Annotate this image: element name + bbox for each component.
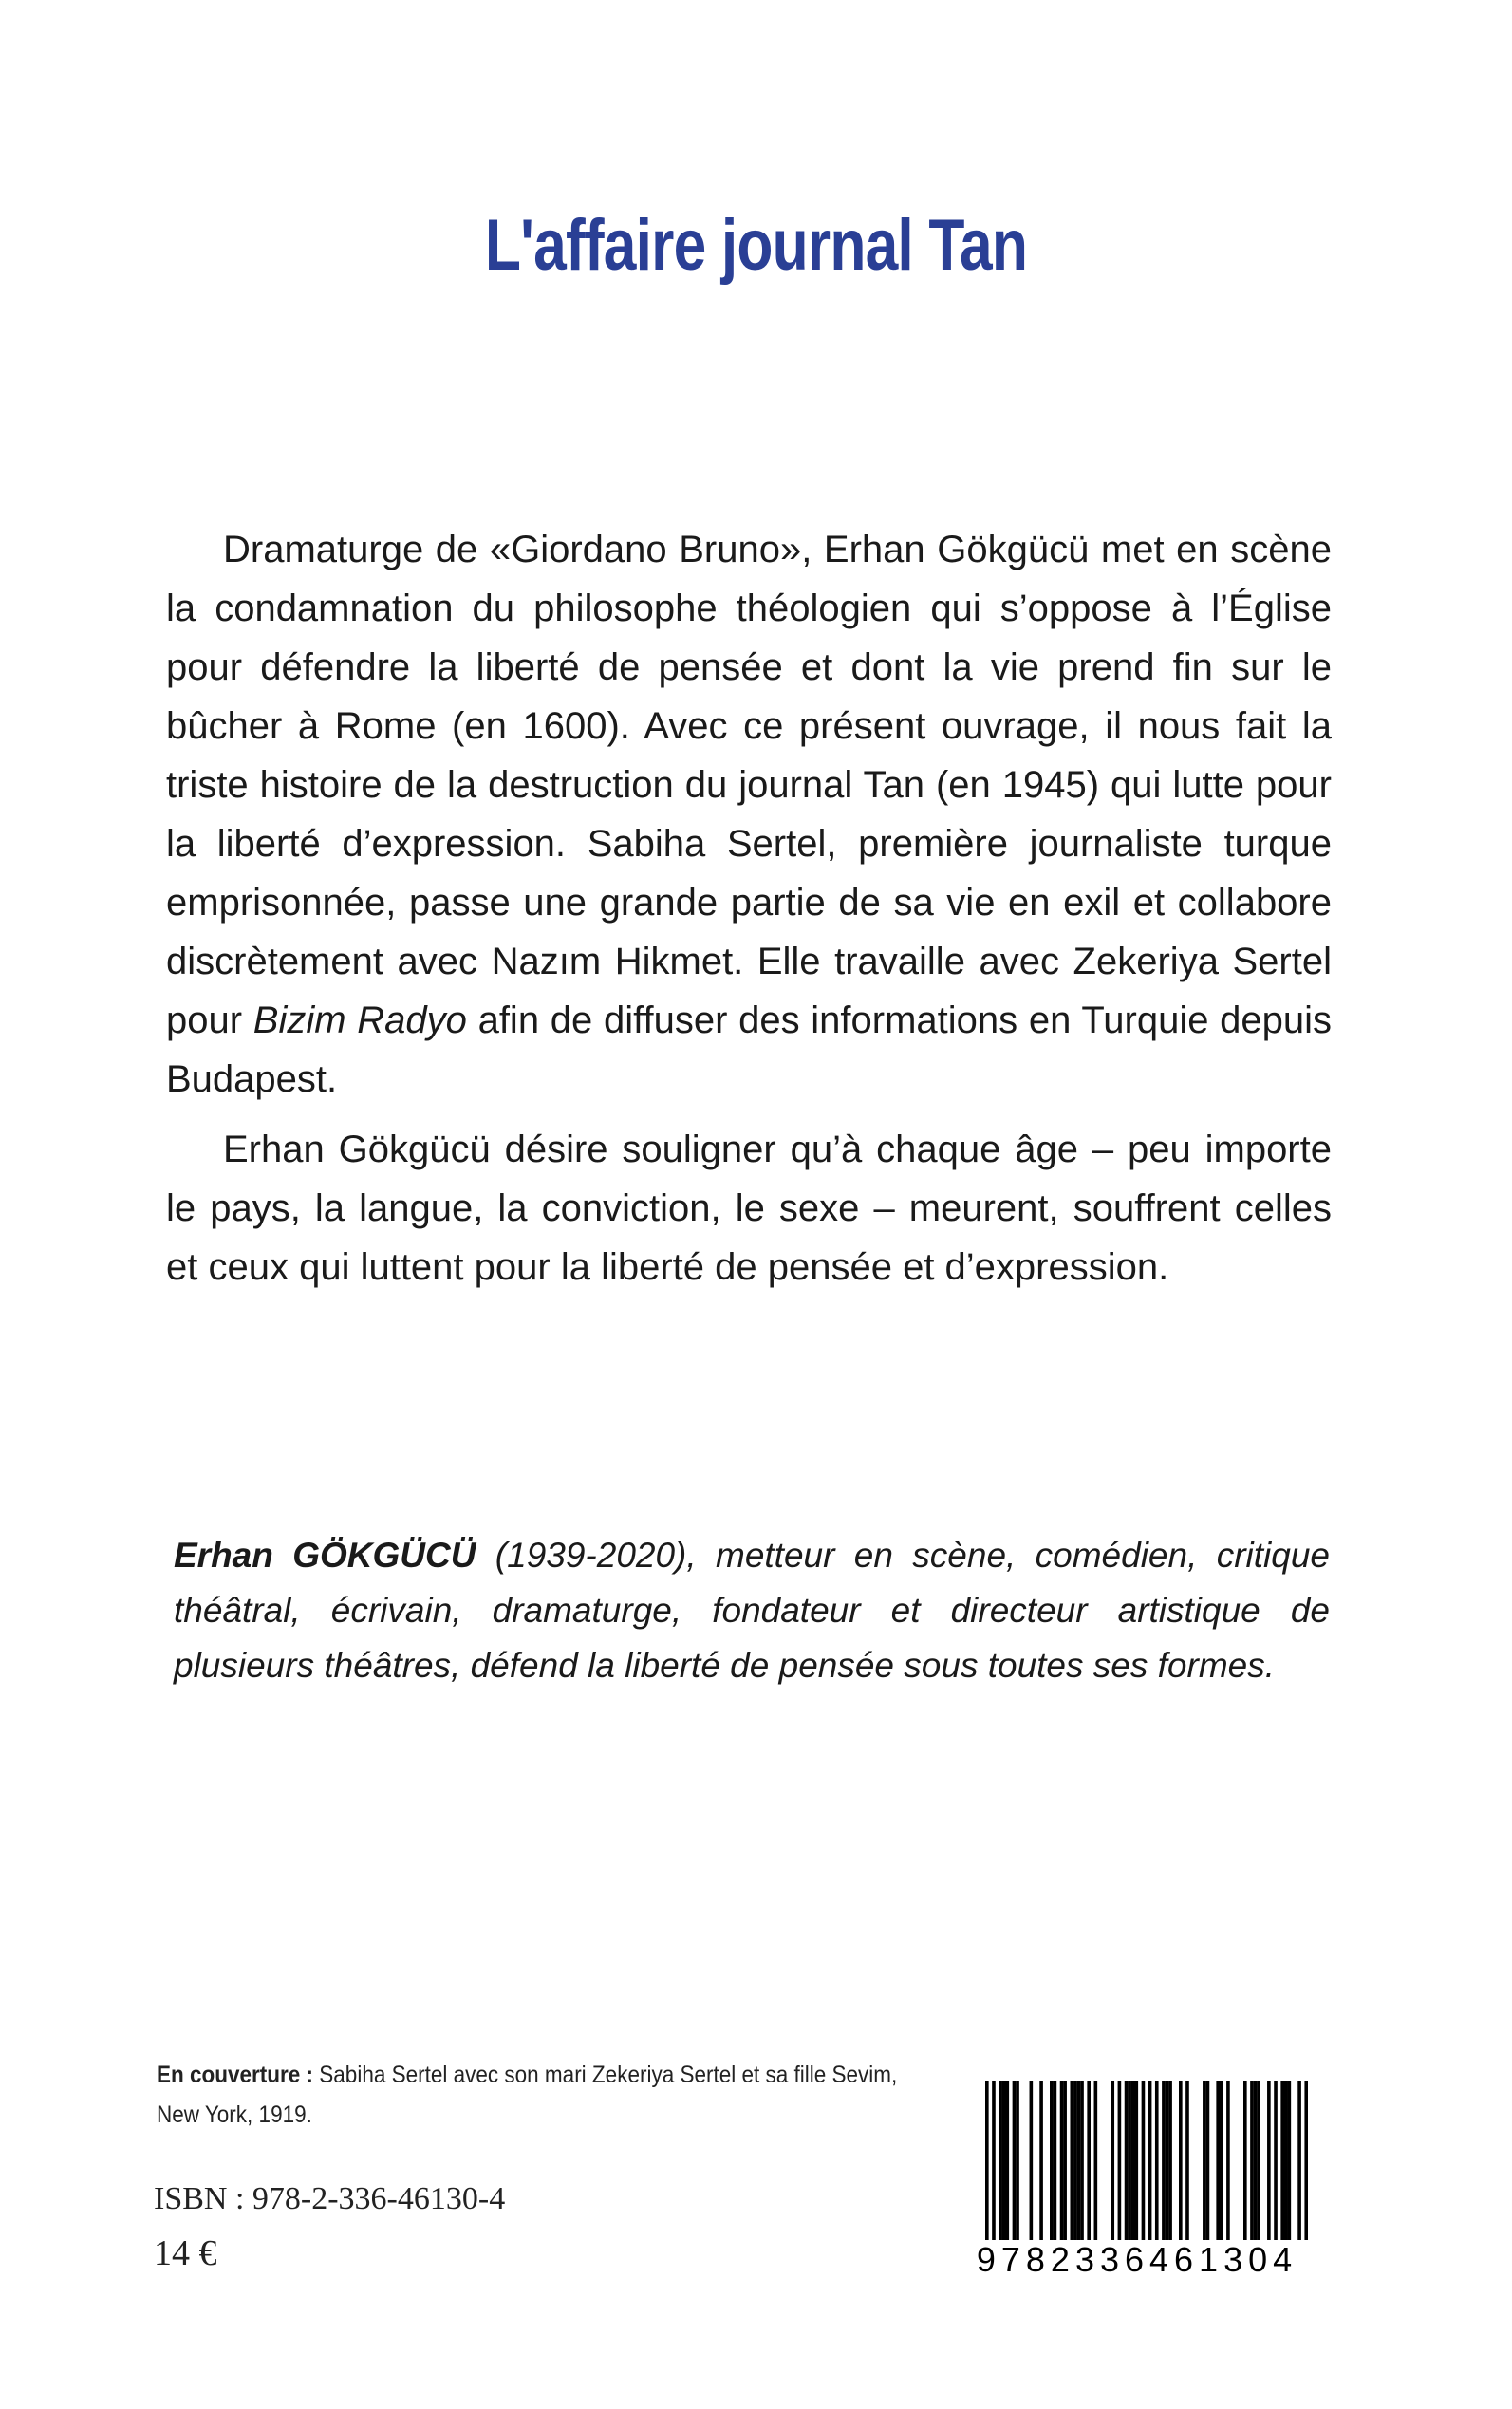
book-title: L'affaire journal Tan [484, 205, 1028, 286]
author-bio-text: (1939-2020), metteur en scène, comédien, critique théâtral, écrivain, dramaturge, fondateur et directeur artistique de plusieurs théâtres, défend la liberté de pensée sous toutes ses formes. [174, 1536, 1330, 1685]
cover-credit-label: En couverture : [157, 2062, 314, 2088]
price: 14 € [154, 2233, 217, 2273]
radio-name: Bizim Radyo [252, 999, 467, 1041]
cover-credit [157, 2055, 900, 2135]
barcode-digits: 9782336461304 [957, 2240, 1317, 2280]
blurb-p1-text-b: afin de diffuser des informations en Turquie depuis Budapest. [166, 999, 1333, 1100]
blurb-p1-text-a: Dramaturge de «Giordano Bruno», Erhan Gökgücü met en scène la condamnation du philosophe théologien qui s’oppose à l’Église pour défendre la liberté de pensée et dont la vie prend fin sur le bûcher à Rome (en 1600). Avec ce présent ouvrage, il nous fait la triste histoire de la destruction du journal Tan (en 1945) qui lutte pour la liberté d’expression. Sabiha Sertel, première journaliste turque emprisonnée, passe une grande partie de sa vie en exil et collabore discrètement avec Nazım Hikmet. Elle travaille avec Zekeriya Sertel pour [166, 529, 1332, 1041]
author-name: Erhan GÖKGÜCÜ [174, 1536, 476, 1575]
blurb-paragraph-2: Erhan Gökgücü désire souligner qu’à chaque âge – peu importe le pays, la langue, la conviction, le sexe – meurent, souffrent celles et ceux qui luttent pour la liberté de pensée et d’expression. [166, 1129, 1332, 1288]
blurb-paragraph-1 [166, 520, 1332, 1109]
author-bio [174, 1528, 1330, 1693]
isbn: ISBN : 978-2-336-46130-4 [154, 2181, 506, 2216]
cover-credit-text: Sabiha Sertel avec son mari Zekeriya Sertel et sa fille Sevim, New York, 1919. [157, 2062, 898, 2128]
back-cover-blurb [166, 520, 1332, 1308]
